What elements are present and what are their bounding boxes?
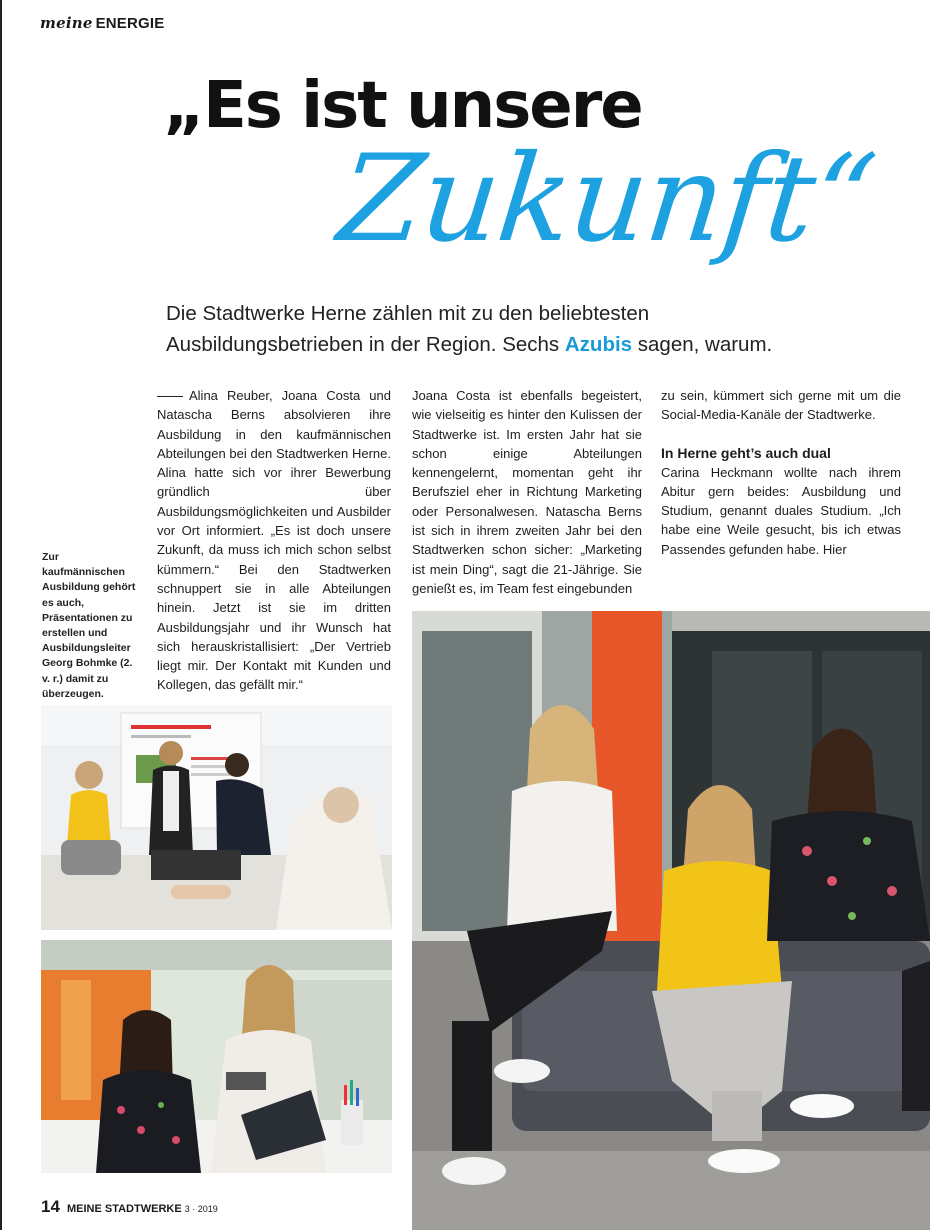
photo-presentation-scene (41, 705, 392, 930)
magazine-name: MEINE STADTWERKE (66, 1203, 182, 1215)
page-number: 14 (41, 1197, 60, 1216)
column-3-bottom-text: Carina Heckmann wollte nach ihrem Abitur gern beides: Ausbildung und Studium, genannt duales Studium. „Ich habe eine Weile gesucht, bis ich etwas Passendes gefunden habe. Hier (661, 464, 901, 557)
photo-presentation (41, 705, 392, 930)
photo-trainees-scene (412, 611, 930, 1230)
column-1-text: Alina Reuber, Joana Costa und Natascha Berns absolvieren ihre Ausbildung in den kaufmännischen Abteilungen bei den Stadtwerken Herne. Alina hatte sich vor ihrer Bewerbung gründlich über Ausbildungsmöglichkeiten und Ausbilder vor Ort informiert. „Es ist doch unsere Zukunft, da muss ich mich schon selbst kümmern.“ Bei den Stadtwerken schnuppert sie in alle Abteilungen hinein. Jetzt ist sie im dritten Ausbildungsjahr und ihr Wunsch hat sich herauskristallisiert: „Der Vertrieb liegt mir. Der Kontakt mit Kunden und Kollegen, das gefällt mir.“ (157, 388, 391, 693)
headline-line-1: „Es ist unsere (163, 69, 642, 143)
photo-caption: Zur kaufmännischen Ausbildung gehört es auch, Präsentationen zu erstellen und Ausbildungsleiter Georg Bohmke (2. v. r.) damit zu überzeugen. (42, 551, 136, 700)
column-3-top-text: zu sein, kümmert sich gerne mit um die Social-Media-Kanäle der Stadtwerke. (661, 388, 901, 423)
page-footer (41, 1197, 218, 1217)
photo-laptop-scene (41, 940, 392, 1173)
start-dash (157, 396, 183, 397)
headline-line-2: Zukunft“ (332, 130, 882, 269)
issue-number: 3 · 2019 (184, 1204, 218, 1214)
article-column-1 (157, 386, 391, 695)
column-2-text: Joana Costa ist ebenfalls begeistert, wie vielseitig es hinter den Kulissen der Stadtwerke ist. Im ersten Jahr hat sie schon einige Abteilungen kennengelernt, momentan geht ihr Berufsziel eher in Richtung Marketing oder Personalwesen. Natascha Berns ist sich in ihrem zweiten Jahr bei den Stadtwerken schon sicher: „Marketing ist mein Ding“, sagt die 21-Jährige. Sie genießt es, im Team fest eingebunden (412, 388, 642, 596)
photo-trainees-sofa (412, 611, 930, 1230)
article-column-2 (412, 386, 642, 598)
lead-highlight: Azubis (564, 333, 633, 356)
page-edge-rule (0, 0, 2, 1230)
rubric-section: ENERGIE (95, 15, 165, 32)
lead-text-after: sagen, warum. (632, 333, 773, 356)
lead-paragraph (166, 298, 806, 360)
rubric-meine: meine (40, 14, 93, 32)
section-rubric (40, 14, 164, 32)
article-column-3 (661, 386, 901, 559)
lead-text-before: Die Stadtwerke Herne zählen mit zu den beliebtesten Ausbildungsbetrieben in der Region. Sechs (166, 302, 650, 356)
photo-laptop (41, 940, 392, 1173)
subheading: In Herne geht’s auch dual (661, 444, 831, 461)
